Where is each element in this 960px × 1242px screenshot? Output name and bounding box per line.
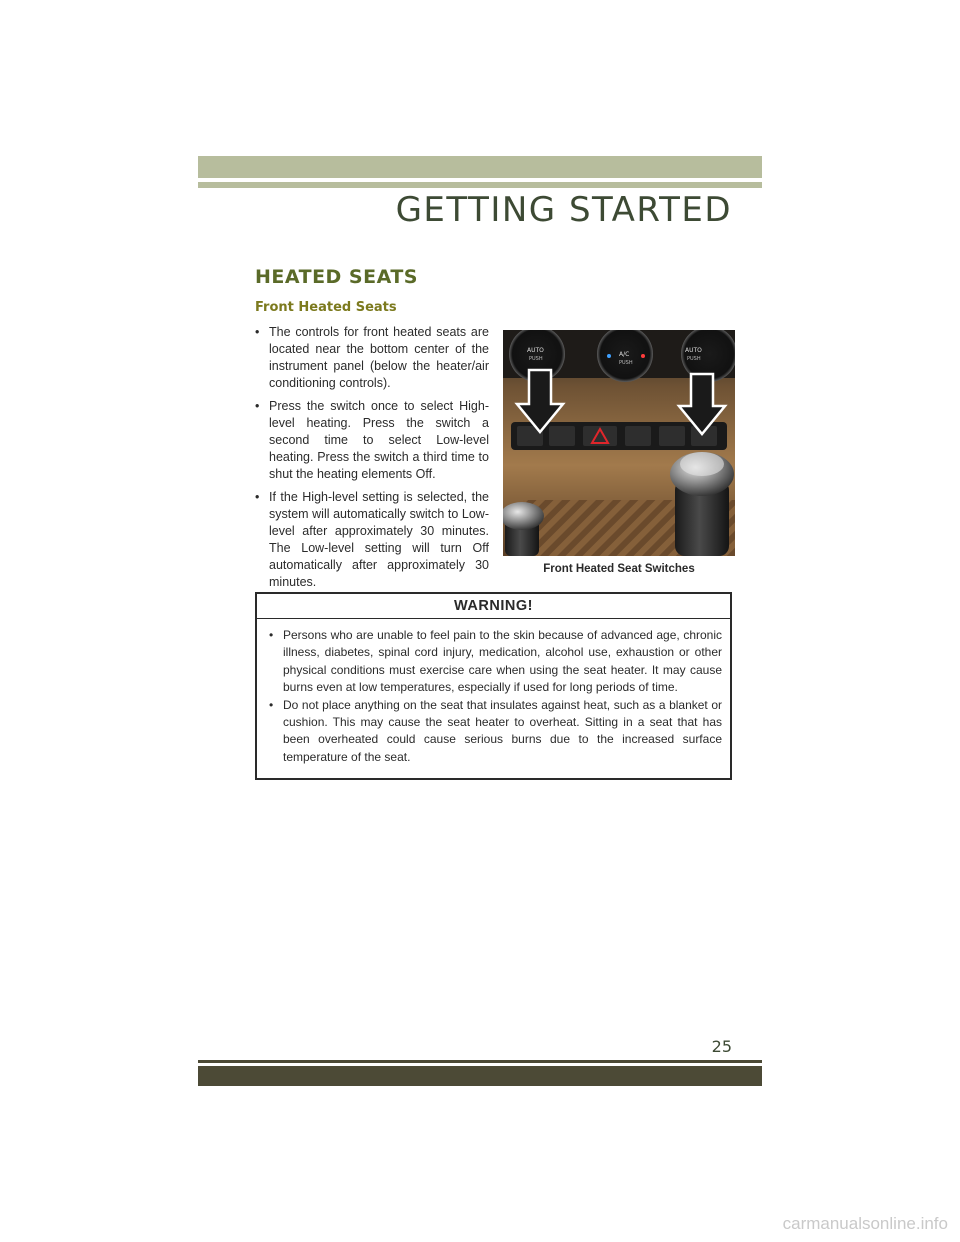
- list-item: • Persons who are unable to feel pain to the skin because of advanced age, chronic illness, diabetes, spinal cord injury, medication, alcohol use, exhaustion or other physical conditions must exercise care when using the seat heater. It may cause burns even at low temperatures, especially if used for long periods of time.: [269, 628, 722, 695]
- bullet-icon: •: [269, 628, 274, 642]
- dial-label: A/C: [619, 351, 630, 358]
- section-subtitle: Front Heated Seats: [255, 300, 397, 315]
- header-band: [198, 156, 762, 178]
- bullet-icon: •: [255, 399, 260, 413]
- page-number: 25: [711, 1037, 732, 1056]
- dial-label: PUSH: [687, 356, 701, 362]
- list-item: • Do not place anything on the seat that insulates against heat, such as a blanket or cushion. This may cause the seat heater to overheat. Sitting in a seat that has been overheated could cause serious burns due to the increased surface temperature of the seat.: [269, 697, 722, 764]
- dial-label: PUSH: [529, 356, 543, 362]
- instructions-list: [255, 324, 489, 597]
- bullet-icon: •: [269, 697, 274, 712]
- dial-label: PUSH: [619, 360, 633, 366]
- header-rule: [198, 182, 762, 188]
- dial-label: AUTO: [527, 347, 544, 354]
- bullet-icon: •: [255, 490, 260, 504]
- bullet-icon: •: [255, 325, 260, 339]
- list-item: • The controls for front heated seats are located near the bottom center of the instrument panel (below the heater/air conditioning controls).: [255, 325, 489, 390]
- footer-rule: [198, 1060, 762, 1063]
- footer-band: [198, 1066, 762, 1086]
- warning-list: [257, 627, 730, 766]
- watermark: carmanualsonline.info: [782, 1214, 948, 1233]
- warning-box: [255, 592, 732, 780]
- chapter-title: GETTING STARTED: [395, 190, 732, 230]
- list-item: • If the High-level setting is selected, the system will automatically switch to Low-level after approximately 30 minutes. The Low-level setting will turn Off automatically after approximately 30 minutes.: [255, 490, 489, 589]
- figure-caption: Front Heated Seat Switches: [543, 563, 695, 575]
- warning-title: WARNING!: [257, 594, 730, 619]
- section-title: HEATED SEATS: [255, 266, 418, 288]
- list-item: • Press the switch once to select High-level heating. Press the switch a second time to select Low-level heating. Press the switch a third time to shut the heating elements Off.: [255, 399, 489, 481]
- heated-seat-switches-photo: [503, 330, 735, 556]
- dial-label: AUTO: [685, 347, 702, 354]
